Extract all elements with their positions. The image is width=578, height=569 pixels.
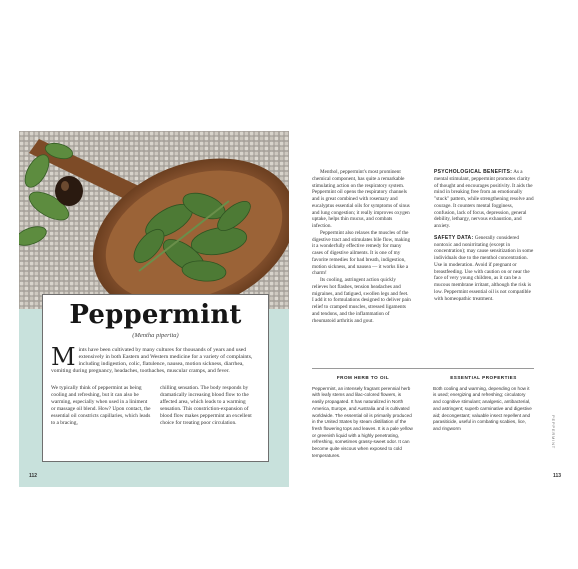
- title-panel: [42, 294, 269, 462]
- from-herb-to-oil-text: Peppermint, an intensely fragrant perennial herb with leafy stems and lilac-colored flowers, is easily propagated. It has naturalized in North America, Europe, and Australia and is cultivated worldwide. The essential oil is primarily produced in the United States by steam distillation of the fresh flowering tops and leaves. It is a pale yellow or greenish liquid with a highly penetrating, refreshing, sometimes grassy-sweet odor. It can become quite viscous when exposed to cold temperatures.: [312, 385, 413, 458]
- running-head: PEPPERMINT: [551, 415, 556, 450]
- peppermint-illustration: [19, 131, 289, 309]
- from-herb-to-oil-box: [312, 375, 414, 459]
- paragraph-cooling: Its cooling, astringent action quickly relieves hot flashes, tension headaches and migraines, and fatigued, swollen legs and feet. I add it to formulations designed to deliver pain relief to cramped muscles, stressed ligaments and tendons, and the inflammation of rheumatoid arthritis and gout.: [312, 277, 411, 324]
- psychological-benefits: [434, 169, 534, 230]
- drop-cap: M: [51, 343, 76, 371]
- right-column-1: [312, 169, 411, 324]
- intro-text: ints have been cultivated by many cultures for thousands of years and used extensively in both Eastern and Western medicine for a variety of complaints, including indigestion, colic, flatulence, nausea, motion sickness, diarrhea, vomiting during pregnancy, headaches, toothaches, muscular cramps, and fever.: [51, 347, 253, 374]
- psychological-label: PSYCHOLOGICAL BENEFITS:: [434, 169, 513, 175]
- box-divider: [312, 368, 534, 369]
- right-page: [300, 131, 566, 487]
- latin-name: (Mentha piperita): [132, 332, 179, 339]
- paragraph-digestive: Peppermint also relaxes the muscles of the digestive tract and stimulates bile flow, making it a wonderfully effective remedy for many cases of digestive ailments. It is one of my favorite remedies for bad breath, indigestion, motion sickness, and nausea — it works like a charm!: [312, 229, 411, 277]
- essential-properties-heading: ESSENTIAL PROPERTIES: [450, 375, 517, 380]
- safety-text: Generally considered nontoxic and nonirritating (except in concentration); may cause sensitization in some individuals due to the menthol concentration. Use in moderation. Avoid if pregnant or breastfeeding. Use with caution on or near the face of very young children, as it can be a mucous membrane irritant, although the risk is low. Peppermint essential oil is not compatible with homeopathic treatment.: [434, 234, 534, 302]
- safety-label: SAFETY DATA:: [434, 234, 474, 241]
- from-herb-to-oil-heading: FROM HERB TO OIL: [336, 375, 390, 380]
- page-number-left: 112: [29, 473, 38, 479]
- body-columns: [51, 385, 260, 426]
- safety-data: [434, 235, 534, 303]
- right-column-2: [434, 169, 534, 302]
- page-number-right: 113: [553, 473, 562, 479]
- peppermint-photo: [19, 131, 289, 309]
- body-column-2: chilling sensation. The body responds by dramatically increasing blood flow to the affected area, which leads to a warming sensation. This constriction-expansion of blood flow makes peppermint an excellent choice for treating poor circulation.: [160, 385, 252, 426]
- paragraph-respiratory: Menthol, peppermint's most prominent chemical component, has quite a remarkable stimulating action on the respiratory system. Peppermint oil opens the respiratory channels and is great combined with rosemary and eucalyptus essential oils for symptoms of sinus and lung congestion; it really improves oxygen uptake, helps thin mucus, and combats infection.: [312, 169, 410, 229]
- body-column-1: We typically think of peppermint as being cooling and refreshing, but it can also be warming, especially when used in a liniment or massage oil blend. How? Upon contact, the essential oil constricts capillaries, which leads to a bracing,: [51, 385, 151, 426]
- left-page: [19, 131, 289, 487]
- essential-properties-box: [433, 375, 534, 433]
- psychological-text: As a mental stimulant, peppermint promotes clarity of thought and encourages positivity. It aids the mind in breaking free from an emotionally "stuck" pattern, while strengthening resolve and courage. It counters mental fogginess, confusion, lack of focus, depression, general debility, lethargy, nervous exhaustion, and anxiety.: [434, 169, 534, 229]
- page-title: Peppermint: [69, 300, 242, 330]
- intro-paragraph: [51, 343, 260, 375]
- essential-properties-text: Both cooling and warming, depending on how it is used; energizing and refreshing; circulatory and cognitive stimulant; analgesic, antibacterial, and astringent; superb carminative and digestive aid; decongestant; valuable insect repellent and parasiticide, useful in combating scabies, lice, and ringworm: [433, 385, 532, 431]
